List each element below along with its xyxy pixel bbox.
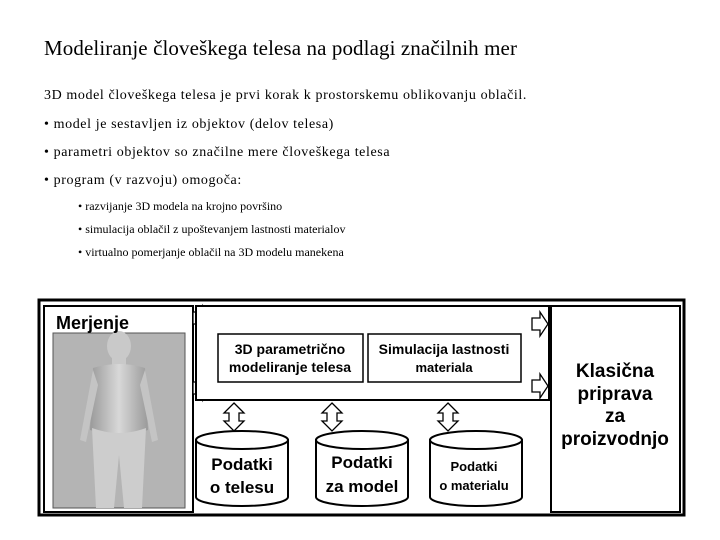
bullet-item: • program (v razvoju) omogoča: <box>44 173 390 201</box>
bullet-item: • parametri objektov so značilne mere človeškega telesa <box>44 145 390 173</box>
sub-bullet-item: • virtualno pomerjanje oblačil na 3D modelu manekena <box>78 245 345 268</box>
bullet-item: • model je sestavljen iz objektov (delov telesa) <box>44 117 390 145</box>
sub-bullet-item: • razvijanje 3D modela na krojno površino <box>78 199 345 222</box>
modeling-label-line1: 3D parametrično <box>234 341 346 357</box>
classic-label-line2: priprava <box>577 384 653 405</box>
database-material <box>430 431 522 506</box>
db-material-line2: o materialu <box>439 478 509 493</box>
db-model-line1: Podatki <box>331 453 393 472</box>
db-body-line2: o telesu <box>209 478 275 497</box>
classic-label-line4: proizvodnjo <box>561 429 669 450</box>
database-body <box>196 431 288 506</box>
db-body-line1: Podatki <box>211 455 273 474</box>
classic-label-line3: za <box>604 406 626 427</box>
measurement-block <box>44 306 193 512</box>
simulation-label-line1: Simulacija lastnosti <box>378 341 510 357</box>
database-model <box>316 431 408 506</box>
db-model-line2: za model <box>325 477 399 496</box>
measurement-label: Merjenje <box>56 313 130 333</box>
simulation-label-line2: materiala <box>415 360 473 375</box>
sub-bullet-item: • simulacija oblačil z upoštevanjem lastnosti materialov <box>78 222 345 245</box>
classic-label-line1: Klasična <box>575 361 655 382</box>
modeling-label-line2: modeliranje telesa <box>228 359 352 375</box>
intro-text: 3D model človeškega telesa je prvi korak k prostorskemu oblikovanju oblačil. <box>44 88 527 103</box>
page-title: Modeliranje človeškega telesa na podlagi značilnih mer <box>44 36 518 60</box>
db-material-line1: Podatki <box>450 459 498 474</box>
